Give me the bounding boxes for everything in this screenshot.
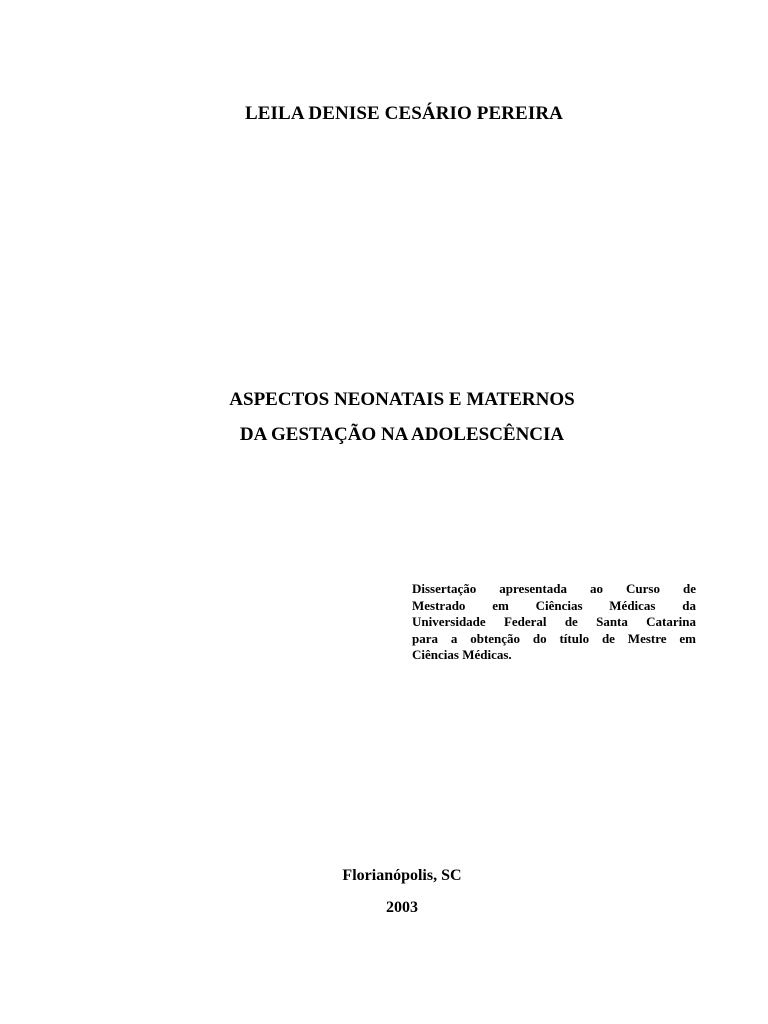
city-location: Florianópolis, SC <box>342 867 462 884</box>
thesis-title-line-2: DA GESTAÇÃO NA ADOLESCÊNCIA <box>239 424 565 445</box>
dissertation-line-1: Dissertação apresentada ao Curso de <box>412 581 696 596</box>
author-name: LEILA DENISE CESÁRIO PEREIRA <box>245 103 563 124</box>
dissertation-line-5: Ciências Médicas. <box>412 647 512 662</box>
dissertation-line-4: para a obtenção do título de Mestre em <box>412 630 696 646</box>
thesis-title-line-1: ASPECTOS NEONATAIS E MATERNOS <box>229 389 575 410</box>
dissertation-line-3: Universidade Federal de Santa Catarina <box>412 614 696 629</box>
dissertation-statement <box>412 581 696 664</box>
dissertation-line-2: Mestrado em Ciências Médicas da <box>412 597 696 613</box>
publication-year: 2003 <box>386 899 418 916</box>
